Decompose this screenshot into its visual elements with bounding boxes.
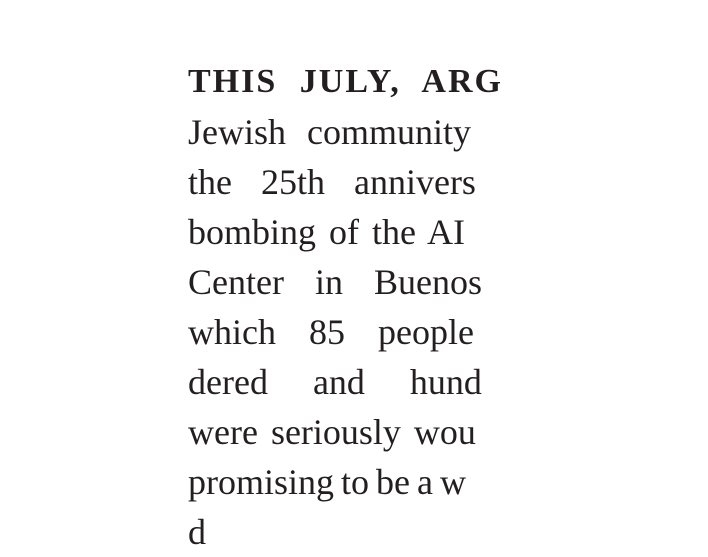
text-line: the 25th annivers <box>188 162 476 202</box>
text-line: bombing of the AI <box>188 212 465 252</box>
text-line: dered and hund <box>188 362 482 402</box>
lead-line: THIS JULY, ARG <box>188 63 503 100</box>
text-line: Center in Buenos <box>188 262 482 302</box>
text-line: d <box>188 512 206 552</box>
text-line: which 85 people <box>188 312 474 352</box>
article-body <box>188 57 708 557</box>
text-line: Jewish community <box>188 112 471 152</box>
text-line: were seriously wou <box>188 412 476 452</box>
text-line: promising to be a w <box>188 462 466 502</box>
